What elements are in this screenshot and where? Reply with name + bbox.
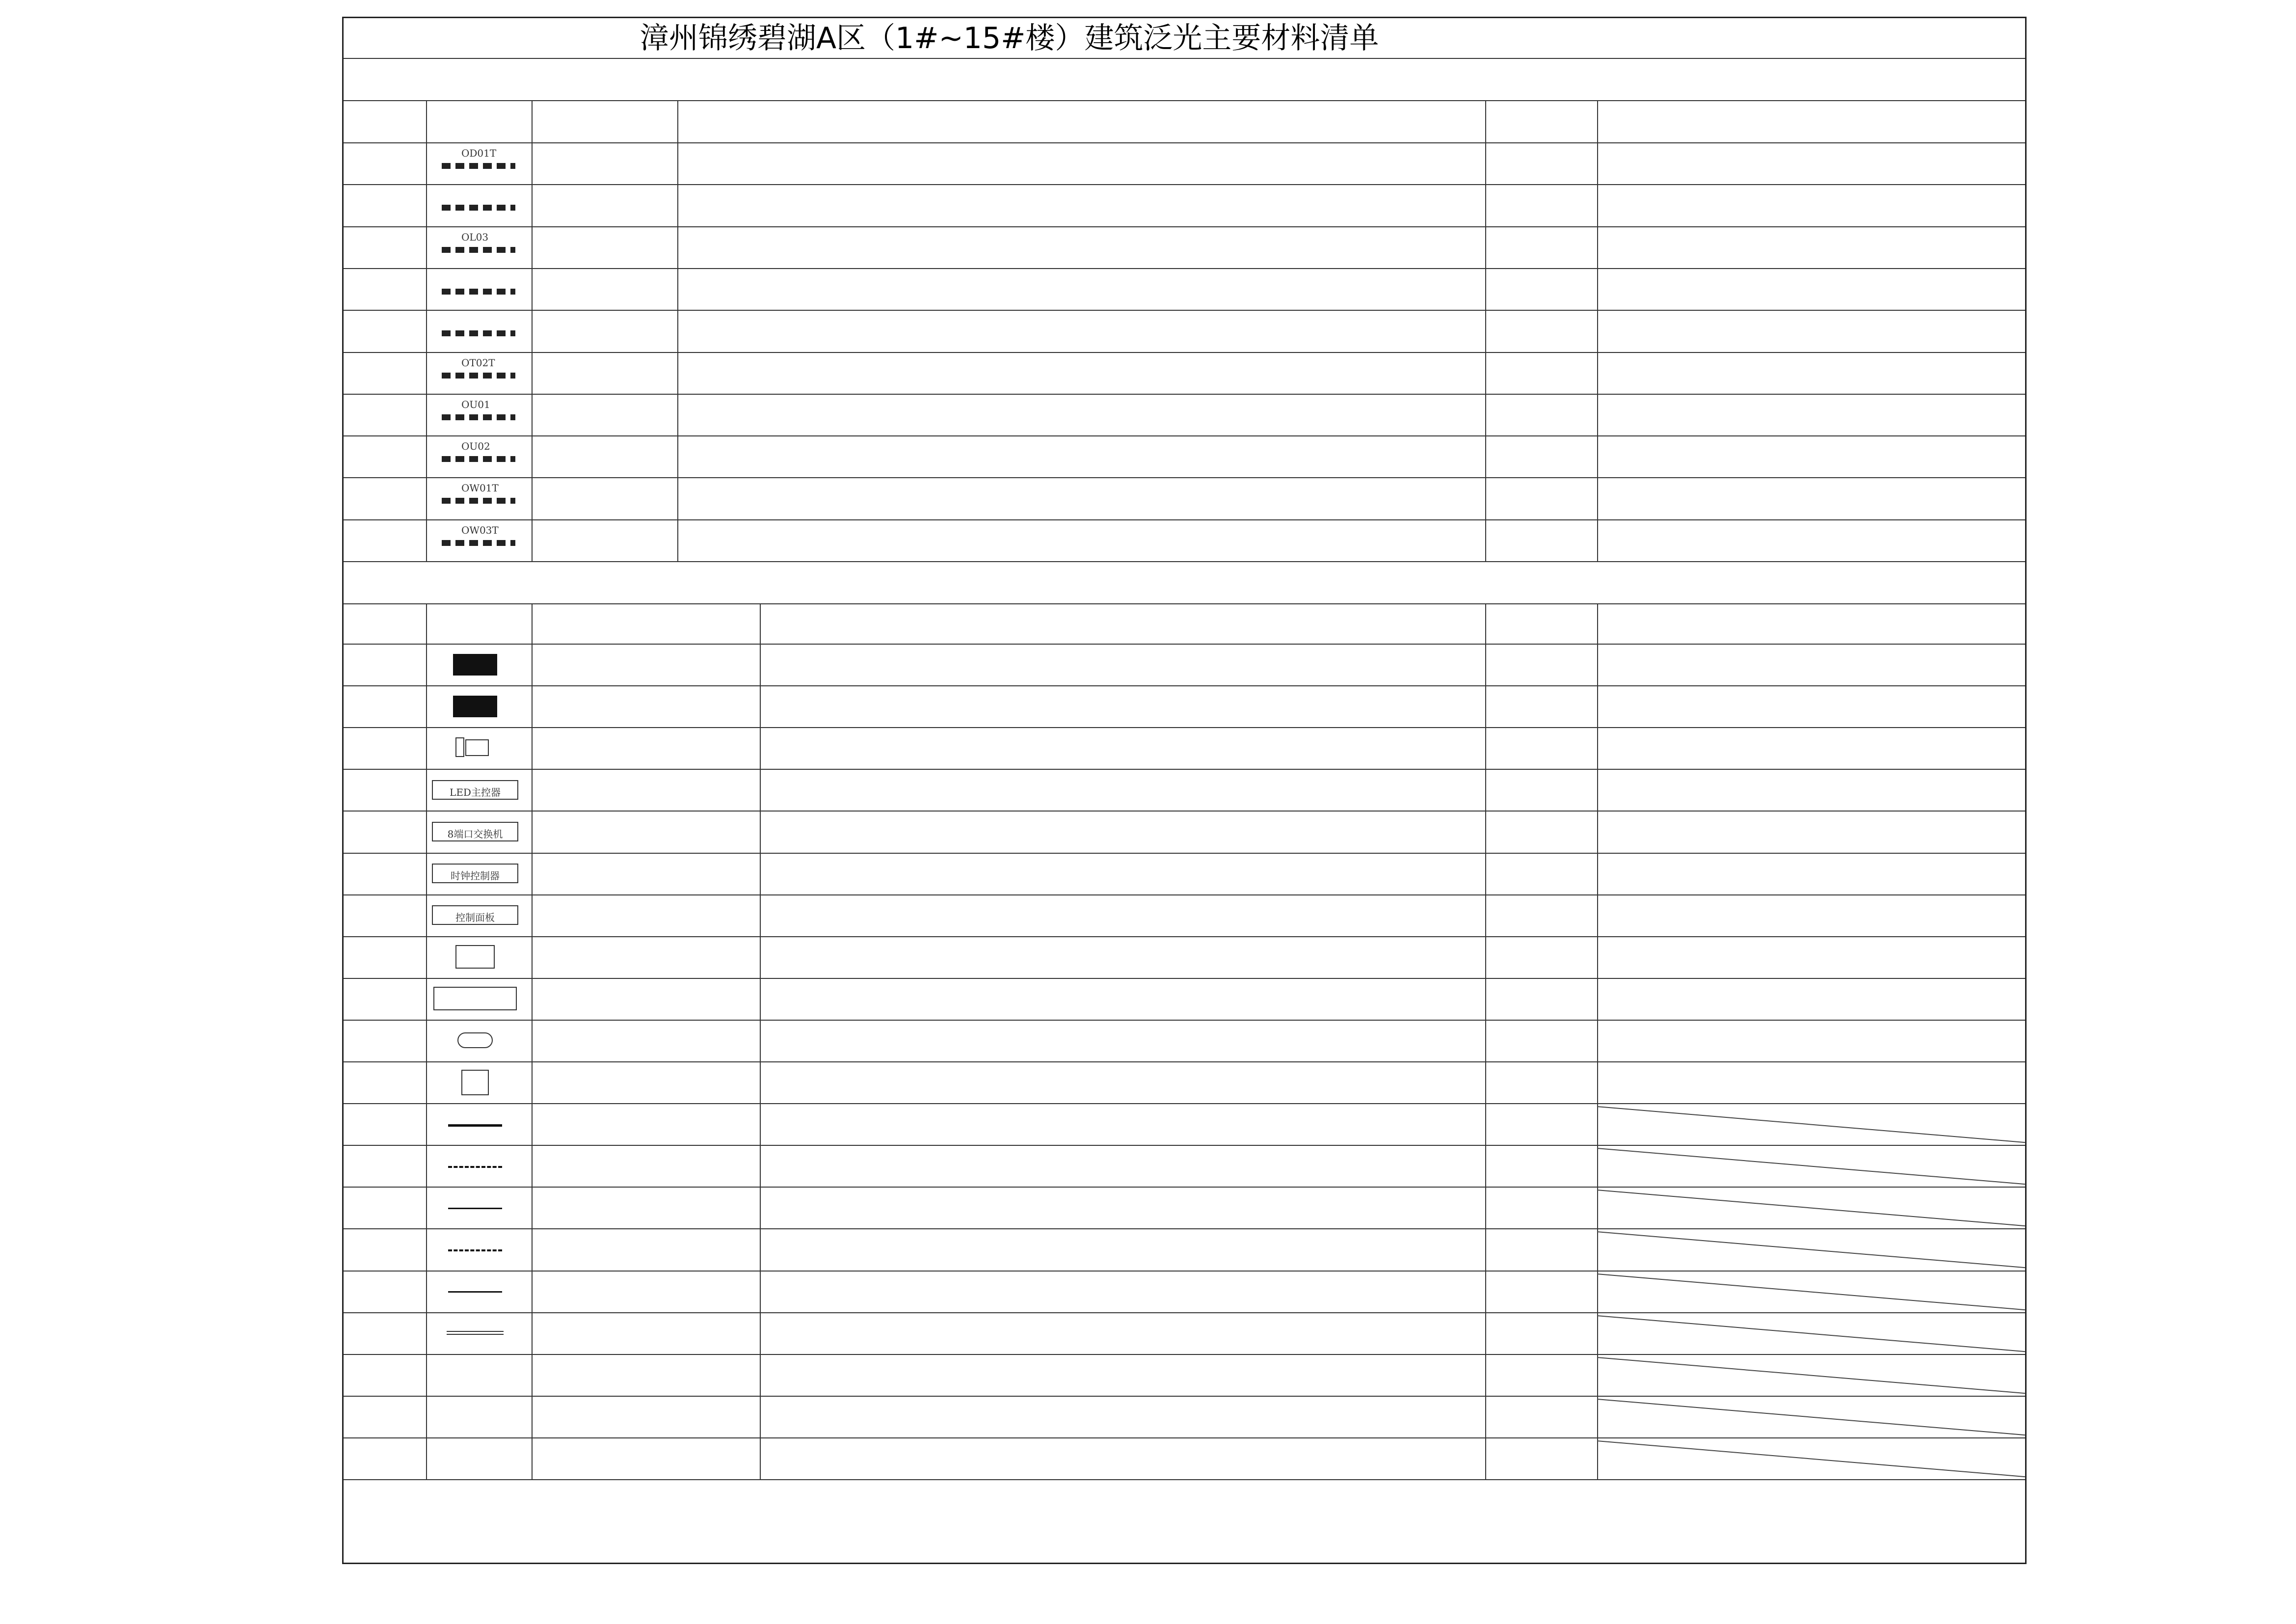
fixture-legend-mark [442,289,515,295]
grid-line [677,100,678,561]
fixture-legend-icon [432,439,525,473]
power-cable-line-icon [448,1124,502,1127]
fixture-legend-mark [442,163,515,169]
grid-line [344,727,2025,728]
grid-line [344,561,2025,562]
grid-line [344,1187,2025,1188]
grid-line [344,352,2025,353]
controller-box-icon [432,822,518,841]
grid-line [344,477,2025,478]
fixture-legend-label: OU02 [461,440,490,453]
grid-line [344,1103,2025,1104]
grid-line [344,226,2025,227]
power-cable-dashdot-icon [448,1166,502,1168]
grid-line [344,1479,2025,1480]
fixture-legend-icon [432,398,525,431]
fixture-legend-icon [432,481,525,514]
fixture-legend-icon [432,314,525,347]
controller-box-label: 时钟控制器 [451,870,500,882]
cable-tray-icon [447,1331,504,1335]
grid-line [344,603,2025,604]
fixture-legend-mark [442,330,515,336]
grid-line [344,644,2025,645]
grid-line [344,1354,2025,1355]
thin-line-icon [448,1291,502,1293]
fiber-transceiver-icon [455,945,495,969]
fixture-legend-label: OT02T [461,356,495,369]
grid-line [344,310,2025,311]
grid-line [344,811,2025,812]
grid-line [344,1228,2025,1229]
controller-box-label: LED主控器 [450,786,501,798]
grid-line [1597,100,1598,561]
grid-line [344,685,2025,686]
grid-line [344,519,2025,520]
grid-line [344,1145,2025,1146]
fixture-legend-icon [432,272,525,305]
fixture-legend-mark [442,456,515,462]
grid-line [426,100,427,561]
grid-line [344,894,2025,895]
grid-line [344,1271,2025,1272]
fixture-legend-icon [432,356,525,389]
grid-line [344,769,2025,770]
grid-line [760,603,761,1479]
fixture-legend-mark [442,205,515,211]
distribution-box-icon [453,696,497,717]
thin-line-icon [448,1208,502,1209]
computer-icon [465,739,489,756]
controller-box-label: 控制面板 [455,912,495,924]
grid-line [344,1061,2025,1062]
fixture-legend-mark [442,540,515,546]
power-supply-icon [457,1032,493,1048]
fixture-legend-label: OW03T [461,524,499,536]
grid-line [344,100,2025,101]
controller-box-label: 8端口交换机 [447,828,503,840]
grid-line [344,142,2025,143]
document-title: 漳州锦绣碧湖A区（1#~15#楼）建筑泛光主要材料清单 [640,21,1379,55]
computer-tower-icon [455,737,464,757]
fixture-legend-icon [432,146,525,180]
fixture-legend-label: OW01T [461,482,499,494]
fixture-legend-label: OL03 [461,231,489,243]
protection-box-icon [461,1070,489,1095]
grid-line [1485,100,1486,561]
grid-line [426,603,427,1479]
fixture-legend-icon [432,230,525,264]
fixture-legend-mark [442,247,515,253]
fixture-legend-label: OD01T [461,147,497,159]
grid-line [344,936,2025,937]
controller-box-icon [432,905,518,925]
fixture-legend-icon [432,188,525,221]
grid-line [344,1396,2025,1397]
grid-line [344,853,2025,854]
grid-line [344,394,2025,395]
grid-line [344,184,2025,185]
grid-line [344,978,2025,979]
fixture-legend-mark [442,498,515,504]
splitter-controller-icon [433,987,517,1010]
grid-line [344,268,2025,269]
grid-line [532,100,533,561]
grid-line [344,1312,2025,1313]
material-list-sheet [342,17,2027,1564]
control-line-icon [448,1249,502,1251]
grid-line [1597,603,1598,1479]
grid-line [532,603,533,1479]
grid-line [344,1020,2025,1021]
grid-line [1485,603,1486,1479]
fixture-legend-icon [432,523,525,557]
grid-line [344,435,2025,436]
grid-line [344,1437,2025,1438]
fixture-legend-mark [442,414,515,420]
distribution-box-icon [453,654,497,676]
fixture-legend-label: OU01 [461,398,490,410]
fixture-legend-mark [442,373,515,379]
controller-box-icon [432,780,518,800]
grid-line [344,58,2025,59]
controller-box-icon [432,864,518,883]
